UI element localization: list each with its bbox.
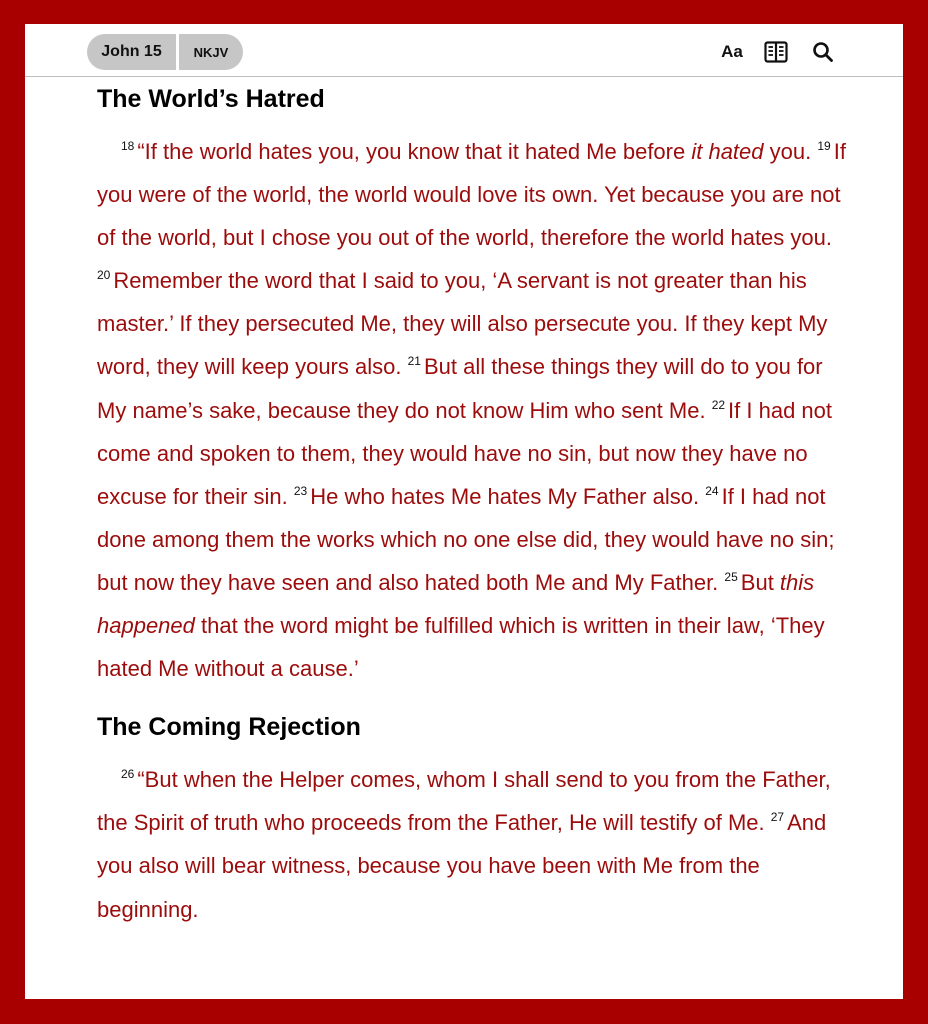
search-icon[interactable] [809,38,837,66]
verse-number: 18 [121,139,135,153]
verse-text-italic[interactable]: this happened [97,569,815,639]
section-heading: The World’s Hatred [97,85,325,113]
verse-number: 21 [407,354,421,369]
verse-text[interactable]: But all these things they will do to you for My name’s sake, because they do not know Him who sent Me. [97,354,823,423]
verse-text[interactable]: “If the world hates you, you know that it hated Me before [137,139,692,164]
paragraph [97,758,847,930]
verse-number: 26 [121,767,135,782]
verse-text[interactable]: Remember the word that I said to you, ‘A servant is not greater than his master.’ If they persecuted Me, they will also persecute you. If they kept My word, they will keep yours also. [97,268,828,380]
version-button[interactable]: NKJV [179,34,243,70]
reader-toolbar [25,24,903,77]
verse-text[interactable]: But [740,569,780,595]
verse-number: 23 [293,483,308,498]
verse-text[interactable]: And you also will bear witness, because you have been with Me from the beginning. [97,810,827,922]
verse-number: 24 [705,483,719,498]
section-heading: The Coming Rejection [97,713,361,742]
verse-text[interactable]: If I had not come and spoken to them, they would have no sin, but now they have no excuse for their sin. [97,397,833,509]
verse-number: 19 [817,139,831,153]
verse-text[interactable]: you. [763,139,812,164]
paragraph [97,130,847,690]
verse-text-italic[interactable]: it hated [691,139,764,164]
chapter-text [97,76,847,931]
verse-text[interactable]: that the word might be fulfilled which is written in their law, ‘They hated Me without a cause.’ [97,613,825,682]
verse-text[interactable]: “But when the Helper comes, whom I shall send to you from the Father, the Spirit of truth who proceeds from the Father, He will testify of Me. [97,767,831,836]
reader-frame [25,24,903,999]
passage-selector [87,34,243,70]
verse-number: 25 [724,569,738,584]
verse-text[interactable]: If you were of the world, the world would love its own. Yet because you are not of the world, but I chose you out of the world, therefore the world hates you. [97,139,846,251]
verse-number: 20 [97,268,111,283]
verse-text[interactable]: He who hates Me hates My Father also. [310,483,700,509]
verse-number: 22 [711,397,726,412]
book-chapter-button[interactable]: John 15 [87,34,176,70]
book-columns-icon[interactable] [762,38,790,66]
verse-text[interactable]: If I had not done among them the works which no one else did, they would have no sin; but now they have seen and also hated both Me and My Father. [97,483,835,595]
text-size-button[interactable]: Aa [721,42,743,61]
verse-number: 27 [770,810,785,825]
